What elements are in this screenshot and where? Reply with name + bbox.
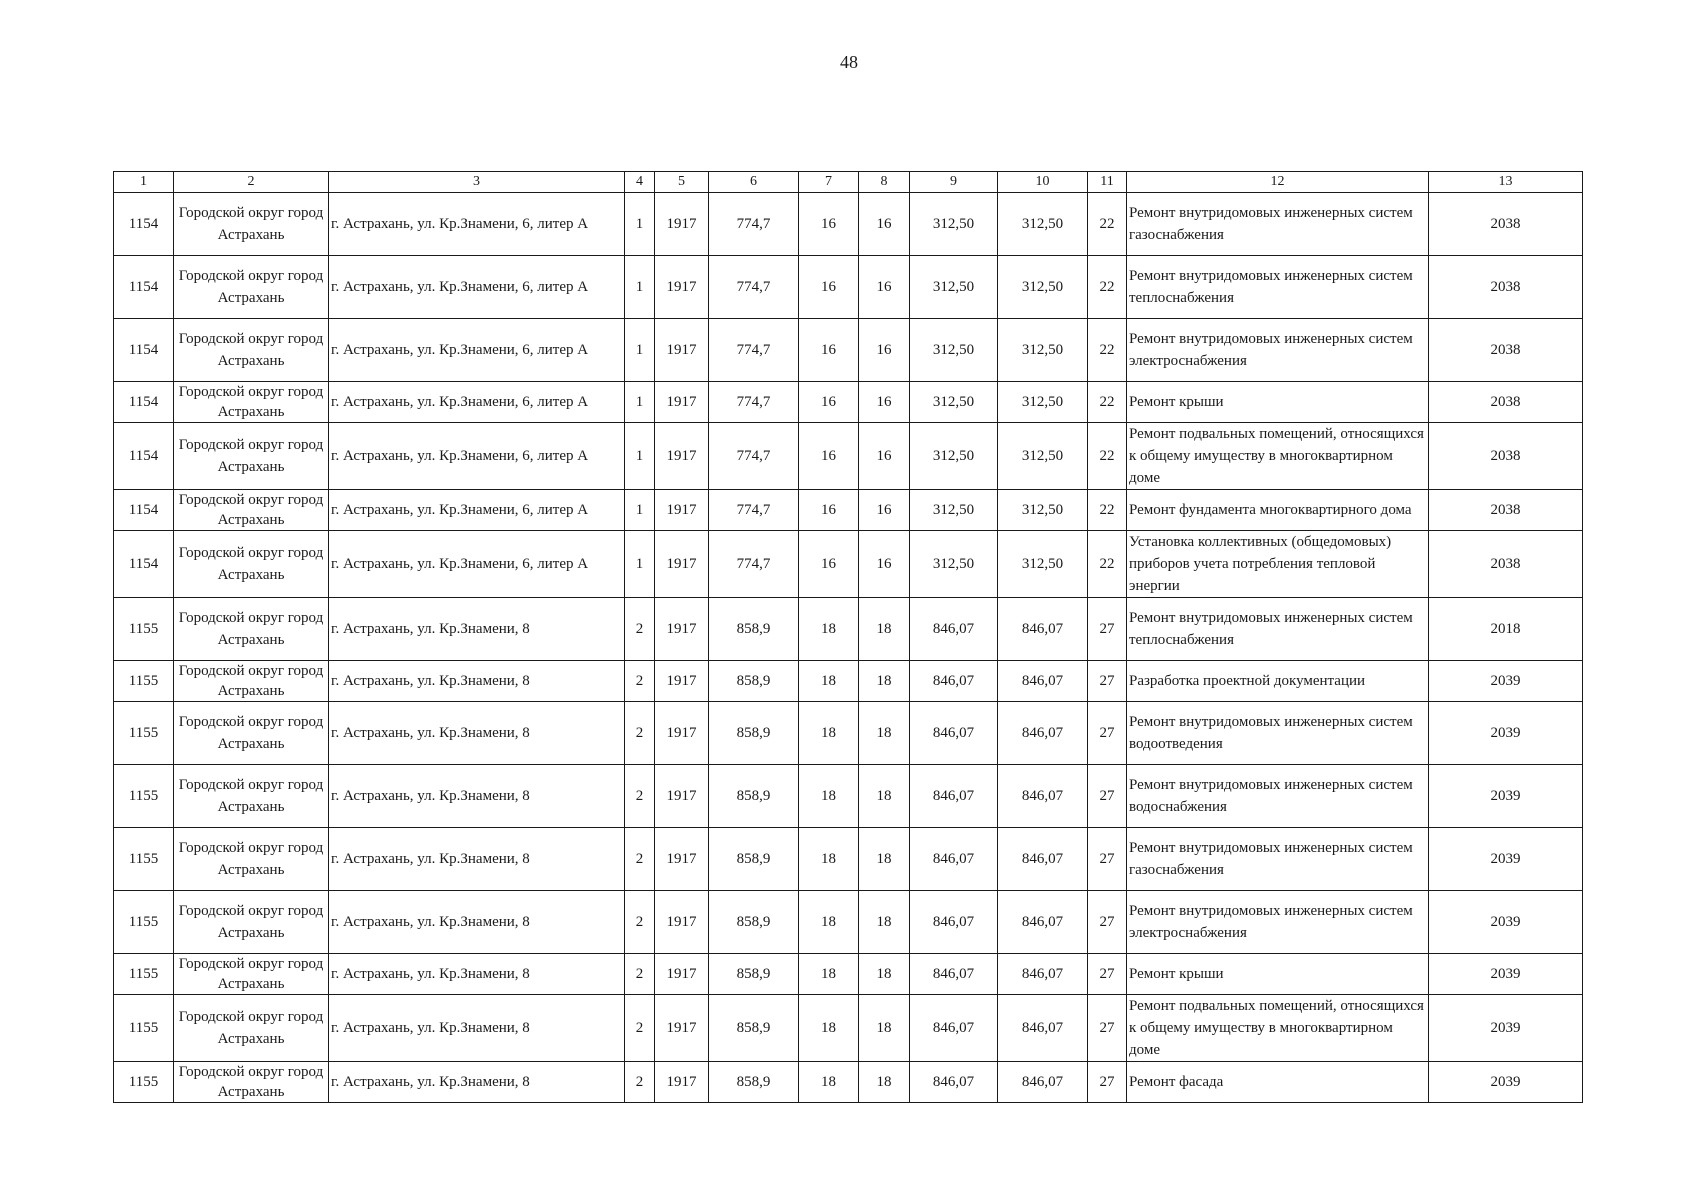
column-number-header: 12 xyxy=(1127,172,1429,193)
column-4-cell: 2 xyxy=(625,995,655,1062)
column-11-cell: 22 xyxy=(1088,531,1127,598)
area-cell: 774,7 xyxy=(709,319,799,382)
column-4-cell: 1 xyxy=(625,319,655,382)
address-cell: г. Астрахань, ул. Кр.Знамени, 6, литер А xyxy=(329,382,625,423)
column-11-cell: 27 xyxy=(1088,995,1127,1062)
column-9-cell: 846,07 xyxy=(910,891,998,954)
column-number-header: 4 xyxy=(625,172,655,193)
planned-year-cell: 2038 xyxy=(1429,193,1583,256)
commissioning-year-cell: 1917 xyxy=(655,995,709,1062)
municipality-cell: Городской округ город Астрахань xyxy=(174,256,329,319)
column-7-cell: 18 xyxy=(799,598,859,661)
commissioning-year-cell: 1917 xyxy=(655,531,709,598)
commissioning-year-cell: 1917 xyxy=(655,256,709,319)
column-7-cell: 18 xyxy=(799,891,859,954)
commissioning-year-cell: 1917 xyxy=(655,490,709,531)
work-type-cell: Ремонт внутридомовых инженерных систем водоотведения xyxy=(1127,702,1429,765)
table-row xyxy=(114,423,1583,490)
column-number-header: 6 xyxy=(709,172,799,193)
object-number-cell: 1155 xyxy=(114,765,174,828)
column-number-header: 7 xyxy=(799,172,859,193)
planned-year-cell: 2038 xyxy=(1429,382,1583,423)
column-10-cell: 312,50 xyxy=(998,319,1088,382)
commissioning-year-cell: 1917 xyxy=(655,319,709,382)
municipality-cell: Городской округ город Астрахань xyxy=(174,954,329,995)
column-10-cell: 846,07 xyxy=(998,598,1088,661)
table-row xyxy=(114,702,1583,765)
commissioning-year-cell: 1917 xyxy=(655,382,709,423)
column-4-cell: 2 xyxy=(625,661,655,702)
column-7-cell: 18 xyxy=(799,995,859,1062)
column-4-cell: 2 xyxy=(625,828,655,891)
column-9-cell: 312,50 xyxy=(910,382,998,423)
column-number-header: 3 xyxy=(329,172,625,193)
column-number-header: 11 xyxy=(1088,172,1127,193)
column-8-cell: 16 xyxy=(859,423,910,490)
table-row xyxy=(114,319,1583,382)
column-9-cell: 846,07 xyxy=(910,598,998,661)
column-9-cell: 846,07 xyxy=(910,1062,998,1103)
column-10-cell: 312,50 xyxy=(998,382,1088,423)
table-row xyxy=(114,490,1583,531)
column-11-cell: 27 xyxy=(1088,891,1127,954)
area-cell: 858,9 xyxy=(709,995,799,1062)
area-cell: 774,7 xyxy=(709,423,799,490)
address-cell: г. Астрахань, ул. Кр.Знамени, 6, литер А xyxy=(329,531,625,598)
column-9-cell: 846,07 xyxy=(910,702,998,765)
column-9-cell: 846,07 xyxy=(910,661,998,702)
commissioning-year-cell: 1917 xyxy=(655,891,709,954)
commissioning-year-cell: 1917 xyxy=(655,954,709,995)
commissioning-year-cell: 1917 xyxy=(655,765,709,828)
area-cell: 858,9 xyxy=(709,661,799,702)
planned-year-cell: 2038 xyxy=(1429,490,1583,531)
work-type-cell: Ремонт внутридомовых инженерных систем водоснабжения xyxy=(1127,765,1429,828)
column-4-cell: 2 xyxy=(625,598,655,661)
table-row xyxy=(114,598,1583,661)
table-row xyxy=(114,954,1583,995)
planned-year-cell: 2038 xyxy=(1429,423,1583,490)
municipality-cell: Городской округ город Астрахань xyxy=(174,531,329,598)
municipality-cell: Городской округ город Астрахань xyxy=(174,995,329,1062)
column-9-cell: 846,07 xyxy=(910,995,998,1062)
work-type-cell: Установка коллективных (общедомовых) приборов учета потребления тепловой энергии xyxy=(1127,531,1429,598)
area-cell: 858,9 xyxy=(709,765,799,828)
table-body xyxy=(114,193,1583,1103)
table-row xyxy=(114,661,1583,702)
repair-program-table-container xyxy=(113,171,1583,1103)
work-type-cell: Разработка проектной документации xyxy=(1127,661,1429,702)
column-7-cell: 16 xyxy=(799,319,859,382)
address-cell: г. Астрахань, ул. Кр.Знамени, 8 xyxy=(329,702,625,765)
column-8-cell: 16 xyxy=(859,490,910,531)
table-row xyxy=(114,995,1583,1062)
area-cell: 774,7 xyxy=(709,531,799,598)
address-cell: г. Астрахань, ул. Кр.Знамени, 6, литер А xyxy=(329,319,625,382)
column-9-cell: 312,50 xyxy=(910,490,998,531)
column-11-cell: 22 xyxy=(1088,319,1127,382)
column-10-cell: 846,07 xyxy=(998,828,1088,891)
area-cell: 774,7 xyxy=(709,490,799,531)
column-4-cell: 1 xyxy=(625,382,655,423)
municipality-cell: Городской округ город Астрахань xyxy=(174,661,329,702)
planned-year-cell: 2038 xyxy=(1429,256,1583,319)
table-row xyxy=(114,193,1583,256)
column-number-header: 8 xyxy=(859,172,910,193)
municipality-cell: Городской округ город Астрахань xyxy=(174,598,329,661)
address-cell: г. Астрахань, ул. Кр.Знамени, 6, литер А xyxy=(329,256,625,319)
column-11-cell: 27 xyxy=(1088,702,1127,765)
municipality-cell: Городской округ город Астрахань xyxy=(174,382,329,423)
column-10-cell: 312,50 xyxy=(998,193,1088,256)
column-9-cell: 312,50 xyxy=(910,256,998,319)
commissioning-year-cell: 1917 xyxy=(655,702,709,765)
municipality-cell: Городской округ город Астрахань xyxy=(174,423,329,490)
column-4-cell: 1 xyxy=(625,531,655,598)
work-type-cell: Ремонт фасада xyxy=(1127,1062,1429,1103)
column-10-cell: 846,07 xyxy=(998,954,1088,995)
column-4-cell: 1 xyxy=(625,193,655,256)
column-10-cell: 312,50 xyxy=(998,423,1088,490)
column-number-header: 13 xyxy=(1429,172,1583,193)
work-type-cell: Ремонт внутридомовых инженерных систем теплоснабжения xyxy=(1127,256,1429,319)
object-number-cell: 1154 xyxy=(114,423,174,490)
area-cell: 858,9 xyxy=(709,598,799,661)
commissioning-year-cell: 1917 xyxy=(655,661,709,702)
column-10-cell: 846,07 xyxy=(998,765,1088,828)
municipality-cell: Городской округ город Астрахань xyxy=(174,702,329,765)
column-8-cell: 18 xyxy=(859,891,910,954)
object-number-cell: 1154 xyxy=(114,382,174,423)
table-row xyxy=(114,382,1583,423)
column-11-cell: 22 xyxy=(1088,256,1127,319)
column-7-cell: 18 xyxy=(799,661,859,702)
column-9-cell: 846,07 xyxy=(910,765,998,828)
commissioning-year-cell: 1917 xyxy=(655,828,709,891)
work-type-cell: Ремонт внутридомовых инженерных систем электроснабжения xyxy=(1127,891,1429,954)
column-number-header: 2 xyxy=(174,172,329,193)
municipality-cell: Городской округ город Астрахань xyxy=(174,828,329,891)
column-10-cell: 312,50 xyxy=(998,256,1088,319)
object-number-cell: 1155 xyxy=(114,1062,174,1103)
address-cell: г. Астрахань, ул. Кр.Знамени, 6, литер А xyxy=(329,193,625,256)
column-11-cell: 22 xyxy=(1088,193,1127,256)
address-cell: г. Астрахань, ул. Кр.Знамени, 6, литер А xyxy=(329,423,625,490)
column-10-cell: 846,07 xyxy=(998,995,1088,1062)
area-cell: 858,9 xyxy=(709,828,799,891)
column-7-cell: 18 xyxy=(799,765,859,828)
object-number-cell: 1155 xyxy=(114,995,174,1062)
column-4-cell: 1 xyxy=(625,256,655,319)
area-cell: 774,7 xyxy=(709,256,799,319)
column-9-cell: 846,07 xyxy=(910,954,998,995)
planned-year-cell: 2038 xyxy=(1429,531,1583,598)
column-8-cell: 16 xyxy=(859,531,910,598)
column-4-cell: 2 xyxy=(625,765,655,828)
area-cell: 858,9 xyxy=(709,954,799,995)
object-number-cell: 1155 xyxy=(114,702,174,765)
commissioning-year-cell: 1917 xyxy=(655,598,709,661)
column-9-cell: 846,07 xyxy=(910,828,998,891)
municipality-cell: Городской округ город Астрахань xyxy=(174,765,329,828)
object-number-cell: 1155 xyxy=(114,598,174,661)
object-number-cell: 1155 xyxy=(114,661,174,702)
area-cell: 774,7 xyxy=(709,382,799,423)
municipality-cell: Городской округ город Астрахань xyxy=(174,891,329,954)
column-10-cell: 846,07 xyxy=(998,661,1088,702)
column-10-cell: 846,07 xyxy=(998,891,1088,954)
column-number-header: 5 xyxy=(655,172,709,193)
work-type-cell: Ремонт внутридомовых инженерных систем газоснабжения xyxy=(1127,828,1429,891)
column-8-cell: 16 xyxy=(859,382,910,423)
column-10-cell: 846,07 xyxy=(998,702,1088,765)
address-cell: г. Астрахань, ул. Кр.Знамени, 8 xyxy=(329,1062,625,1103)
column-11-cell: 27 xyxy=(1088,828,1127,891)
column-11-cell: 27 xyxy=(1088,1062,1127,1103)
column-4-cell: 1 xyxy=(625,423,655,490)
column-8-cell: 18 xyxy=(859,828,910,891)
column-11-cell: 27 xyxy=(1088,765,1127,828)
column-8-cell: 18 xyxy=(859,598,910,661)
column-11-cell: 22 xyxy=(1088,382,1127,423)
column-7-cell: 18 xyxy=(799,1062,859,1103)
planned-year-cell: 2039 xyxy=(1429,828,1583,891)
column-number-header: 9 xyxy=(910,172,998,193)
column-11-cell: 27 xyxy=(1088,598,1127,661)
column-4-cell: 2 xyxy=(625,954,655,995)
table-row xyxy=(114,1062,1583,1103)
address-cell: г. Астрахань, ул. Кр.Знамени, 8 xyxy=(329,828,625,891)
column-7-cell: 16 xyxy=(799,423,859,490)
planned-year-cell: 2039 xyxy=(1429,1062,1583,1103)
area-cell: 858,9 xyxy=(709,702,799,765)
column-7-cell: 16 xyxy=(799,382,859,423)
planned-year-cell: 2039 xyxy=(1429,661,1583,702)
object-number-cell: 1154 xyxy=(114,319,174,382)
work-type-cell: Ремонт внутридомовых инженерных систем газоснабжения xyxy=(1127,193,1429,256)
column-7-cell: 18 xyxy=(799,828,859,891)
column-8-cell: 18 xyxy=(859,954,910,995)
planned-year-cell: 2039 xyxy=(1429,995,1583,1062)
address-cell: г. Астрахань, ул. Кр.Знамени, 8 xyxy=(329,765,625,828)
work-type-cell: Ремонт крыши xyxy=(1127,954,1429,995)
column-8-cell: 18 xyxy=(859,702,910,765)
work-type-cell: Ремонт фундамента многоквартирного дома xyxy=(1127,490,1429,531)
commissioning-year-cell: 1917 xyxy=(655,193,709,256)
column-8-cell: 16 xyxy=(859,319,910,382)
planned-year-cell: 2039 xyxy=(1429,891,1583,954)
address-cell: г. Астрахань, ул. Кр.Знамени, 8 xyxy=(329,598,625,661)
column-10-cell: 312,50 xyxy=(998,490,1088,531)
column-7-cell: 16 xyxy=(799,490,859,531)
column-7-cell: 16 xyxy=(799,193,859,256)
work-type-cell: Ремонт внутридомовых инженерных систем теплоснабжения xyxy=(1127,598,1429,661)
column-4-cell: 2 xyxy=(625,702,655,765)
column-7-cell: 18 xyxy=(799,702,859,765)
object-number-cell: 1154 xyxy=(114,256,174,319)
table-row xyxy=(114,256,1583,319)
column-number-header: 1 xyxy=(114,172,174,193)
area-cell: 774,7 xyxy=(709,193,799,256)
column-7-cell: 18 xyxy=(799,954,859,995)
commissioning-year-cell: 1917 xyxy=(655,423,709,490)
area-cell: 858,9 xyxy=(709,1062,799,1103)
address-cell: г. Астрахань, ул. Кр.Знамени, 8 xyxy=(329,891,625,954)
address-cell: г. Астрахань, ул. Кр.Знамени, 8 xyxy=(329,995,625,1062)
object-number-cell: 1154 xyxy=(114,531,174,598)
planned-year-cell: 2039 xyxy=(1429,765,1583,828)
object-number-cell: 1154 xyxy=(114,490,174,531)
work-type-cell: Ремонт внутридомовых инженерных систем электроснабжения xyxy=(1127,319,1429,382)
column-4-cell: 2 xyxy=(625,891,655,954)
column-8-cell: 16 xyxy=(859,256,910,319)
table-row xyxy=(114,765,1583,828)
municipality-cell: Городской округ город Астрахань xyxy=(174,1062,329,1103)
planned-year-cell: 2039 xyxy=(1429,954,1583,995)
column-10-cell: 312,50 xyxy=(998,531,1088,598)
repair-program-table xyxy=(113,171,1583,1103)
work-type-cell: Ремонт подвальных помещений, относящихся к общему имуществу в многоквартирном доме xyxy=(1127,423,1429,490)
column-11-cell: 27 xyxy=(1088,954,1127,995)
commissioning-year-cell: 1917 xyxy=(655,1062,709,1103)
work-type-cell: Ремонт крыши xyxy=(1127,382,1429,423)
column-9-cell: 312,50 xyxy=(910,319,998,382)
column-11-cell: 22 xyxy=(1088,490,1127,531)
column-11-cell: 22 xyxy=(1088,423,1127,490)
column-4-cell: 1 xyxy=(625,490,655,531)
column-11-cell: 27 xyxy=(1088,661,1127,702)
column-number-header: 10 xyxy=(998,172,1088,193)
column-9-cell: 312,50 xyxy=(910,423,998,490)
column-10-cell: 846,07 xyxy=(998,1062,1088,1103)
column-8-cell: 16 xyxy=(859,193,910,256)
column-7-cell: 16 xyxy=(799,531,859,598)
address-cell: г. Астрахань, ул. Кр.Знамени, 6, литер А xyxy=(329,490,625,531)
object-number-cell: 1155 xyxy=(114,828,174,891)
object-number-cell: 1155 xyxy=(114,891,174,954)
column-number-row xyxy=(114,172,1583,193)
object-number-cell: 1154 xyxy=(114,193,174,256)
area-cell: 858,9 xyxy=(709,891,799,954)
object-number-cell: 1155 xyxy=(114,954,174,995)
column-8-cell: 18 xyxy=(859,765,910,828)
municipality-cell: Городской округ город Астрахань xyxy=(174,193,329,256)
column-8-cell: 18 xyxy=(859,1062,910,1103)
column-7-cell: 16 xyxy=(799,256,859,319)
page-number: 48 xyxy=(840,52,858,72)
municipality-cell: Городской округ город Астрахань xyxy=(174,490,329,531)
planned-year-cell: 2039 xyxy=(1429,702,1583,765)
address-cell: г. Астрахань, ул. Кр.Знамени, 8 xyxy=(329,661,625,702)
table-row xyxy=(114,828,1583,891)
column-9-cell: 312,50 xyxy=(910,193,998,256)
municipality-cell: Городской округ город Астрахань xyxy=(174,319,329,382)
table-row xyxy=(114,891,1583,954)
column-9-cell: 312,50 xyxy=(910,531,998,598)
planned-year-cell: 2018 xyxy=(1429,598,1583,661)
address-cell: г. Астрахань, ул. Кр.Знамени, 8 xyxy=(329,954,625,995)
column-8-cell: 18 xyxy=(859,661,910,702)
column-8-cell: 18 xyxy=(859,995,910,1062)
column-4-cell: 2 xyxy=(625,1062,655,1103)
work-type-cell: Ремонт подвальных помещений, относящихся к общему имуществу в многоквартирном доме xyxy=(1127,995,1429,1062)
table-row xyxy=(114,531,1583,598)
planned-year-cell: 2038 xyxy=(1429,319,1583,382)
